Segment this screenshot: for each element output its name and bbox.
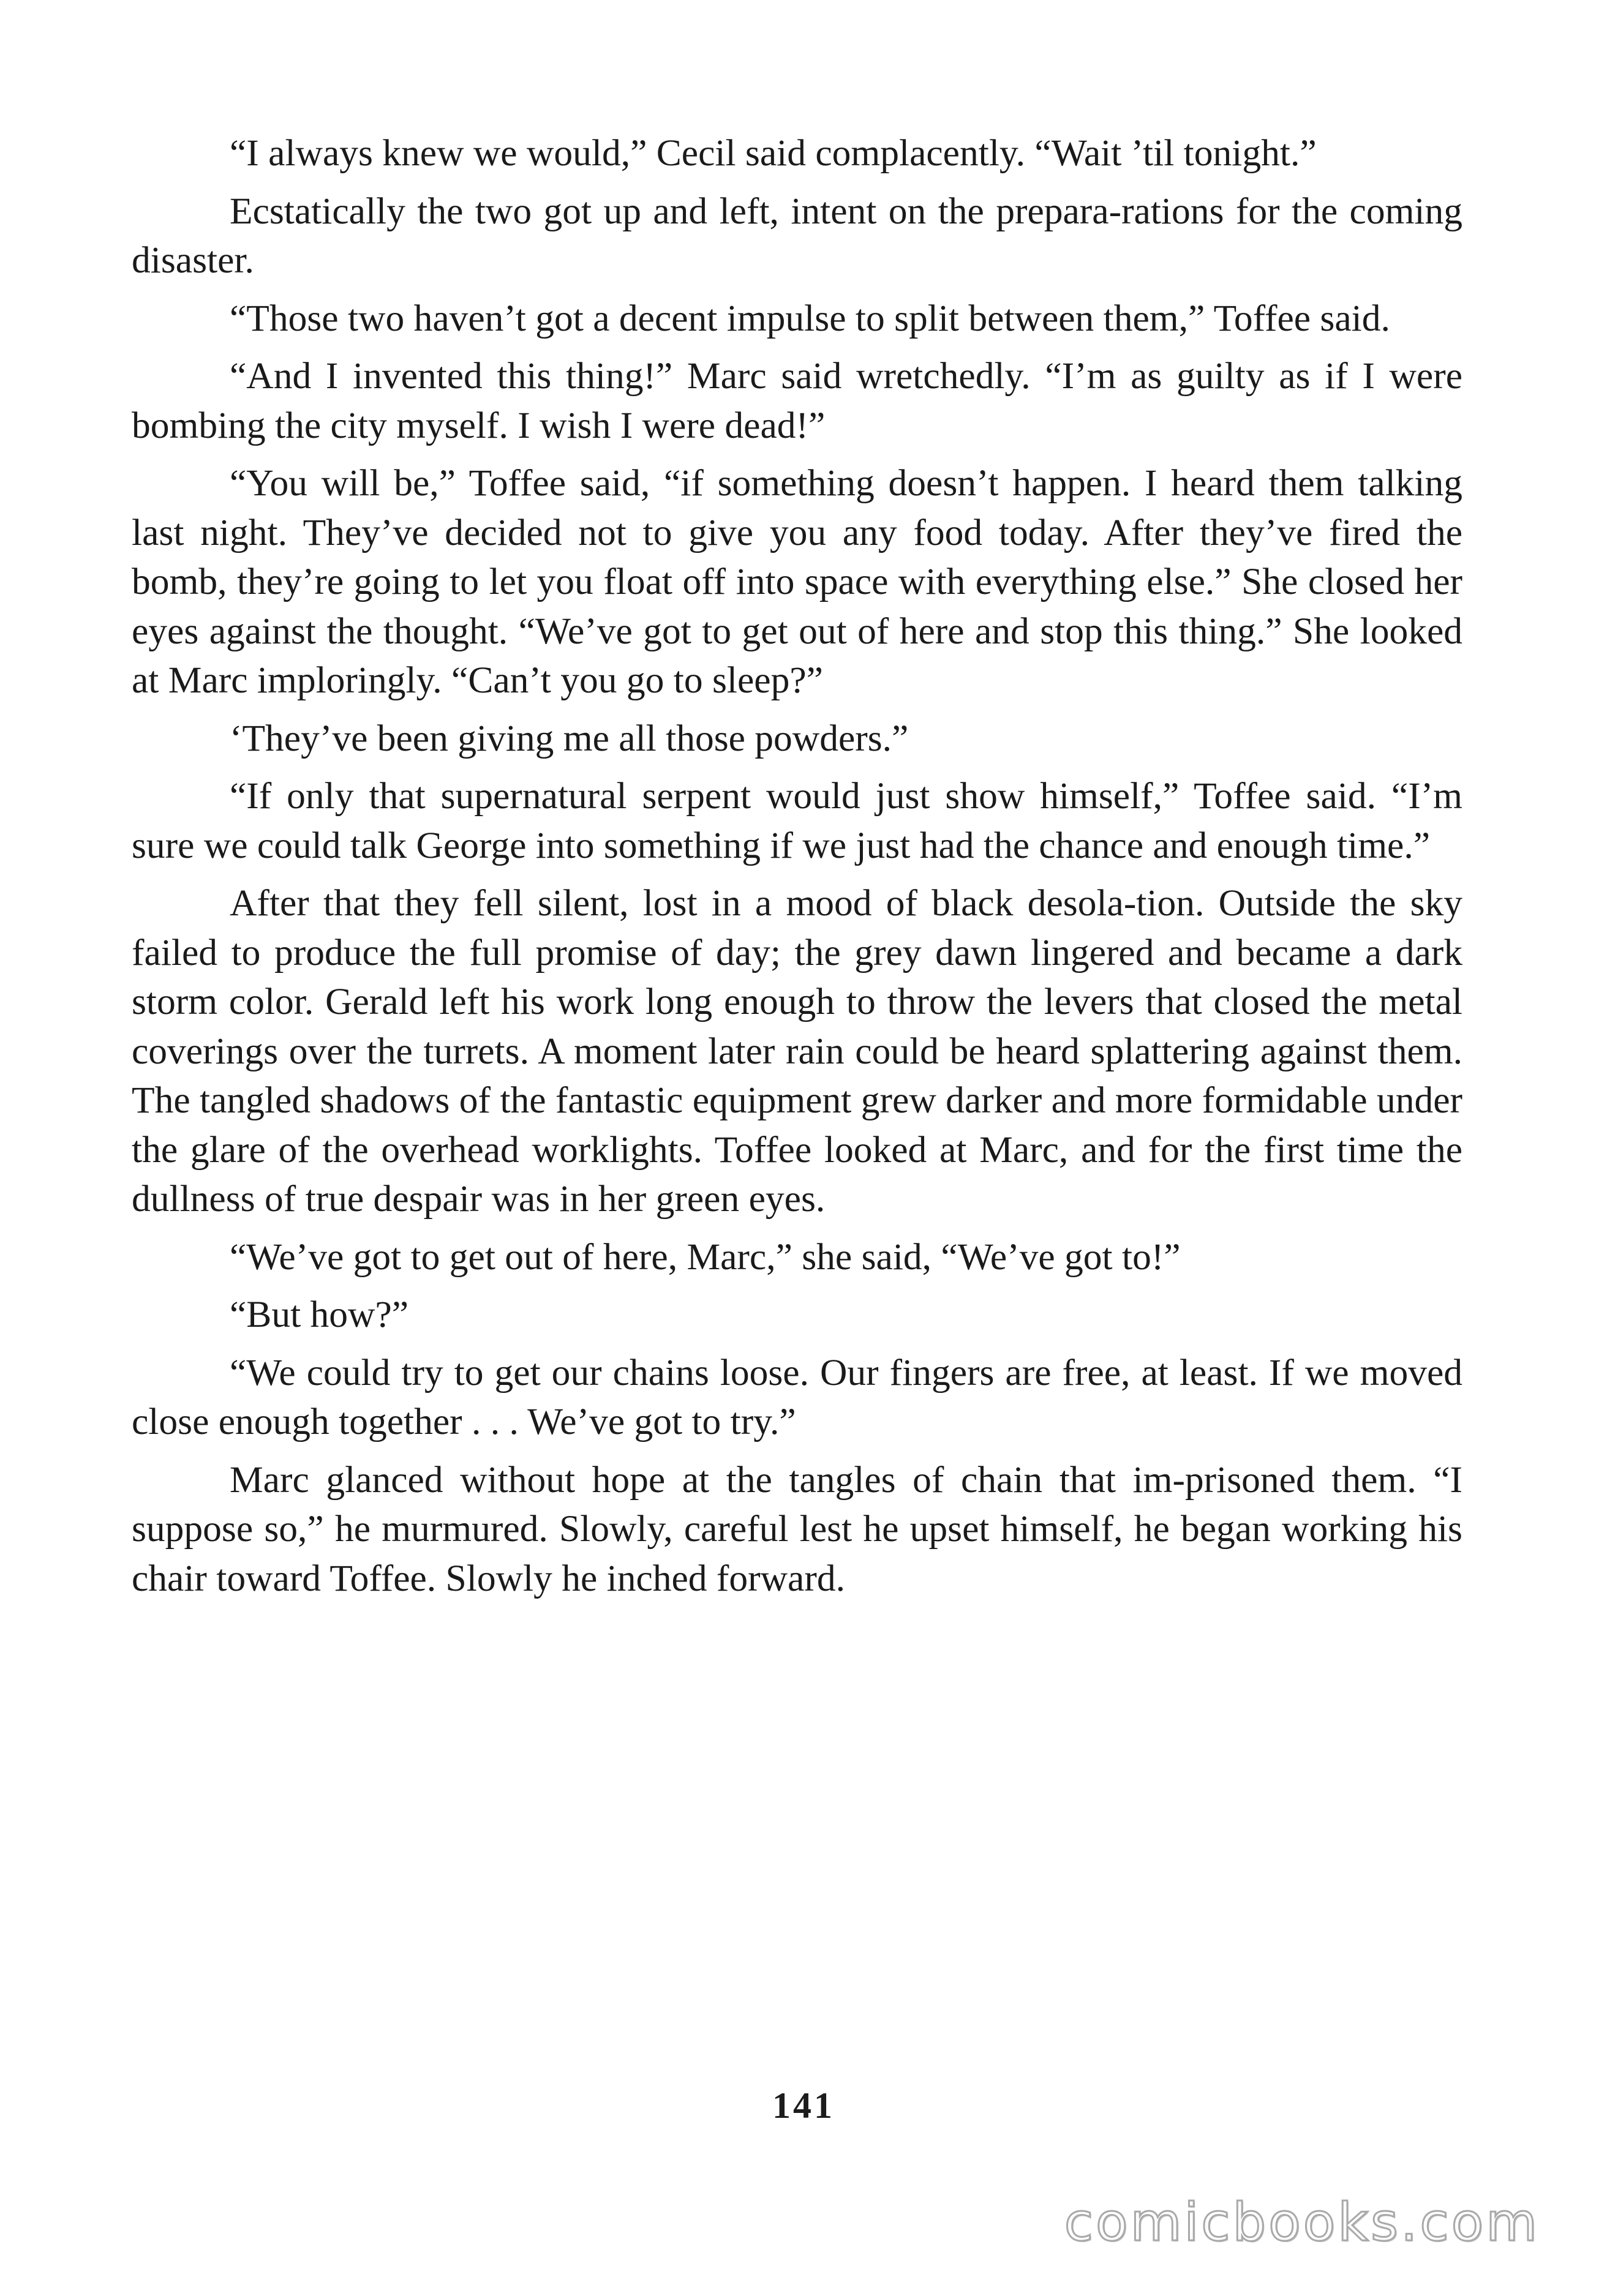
paragraph-5: “You will be,” Toffee said, “if something doesn’t happen. I heard them talking last night. They’ve decided not to give you any food today. After they’ve fired the bomb, they’re going to let you float off into space with everything else.” She closed her eyes against the thought. “We’ve got to get out of here and stop this thing.” She looked at Marc imploringly. “Can’t you go to sleep?” <box>132 462 1462 701</box>
paragraph-3: “Those two haven’t got a decent impulse to split between them,” Toffee said. <box>230 297 1390 339</box>
paragraph-4: “And I invented this thing!” Marc said wretchedly. “I’m as guilty as if I were bombing the city myself. I wish I were dead!” <box>132 355 1462 446</box>
paragraph-8: After that they fell silent, lost in a mood of black desola-tion. Outside the sky failed to produce the full promise of day; the grey dawn lingered and became a dark storm color. Gerald left his work long enough to throw the levers that closed the metal coverings over the turrets. A moment later rain could be heard splattering against them. The tangled shadows of the fantastic equipment grew darker and more formidable under the glare of the overhead worklights. Toffee looked at Marc, and for the first time the dullness of true despair was in her green eyes. <box>132 882 1462 1220</box>
paragraph-9: “We’ve got to get out of here, Marc,” she said, “We’ve got to!” <box>230 1236 1181 1278</box>
paragraph-1: “I always knew we would,” Cecil said complacently. “Wait ’til tonight.” <box>230 132 1317 174</box>
paragraph-7: “If only that supernatural serpent would just show himself,” Toffee said. “I’m sure we could talk George into something if we just had the chance and enough time.” <box>132 775 1462 866</box>
paragraph-2: Ecstatically the two got up and left, intent on the prepara-rations for the coming disaster. <box>132 190 1462 281</box>
page-number: 141 <box>772 2085 835 2126</box>
paragraph-12: Marc glanced without hope at the tangles of chain that im-prisoned them. “I suppose so,” he murmured. Slowly, careful lest he upset himself, he began working his chair toward Toffee. Slowly he inched forward. <box>132 1458 1462 1599</box>
paragraph-6: ‘They’ve been giving me all those powders.” <box>230 717 909 759</box>
paragraph-10: “But how?” <box>230 1294 409 1335</box>
watermark-logo: comicbooks.com <box>1064 2192 1540 2253</box>
paragraph-11: “We could try to get our chains loose. Our fingers are free, at least. If we moved close enough together . . . We’ve got to try.” <box>132 1351 1462 1443</box>
page-body <box>132 129 1462 1603</box>
